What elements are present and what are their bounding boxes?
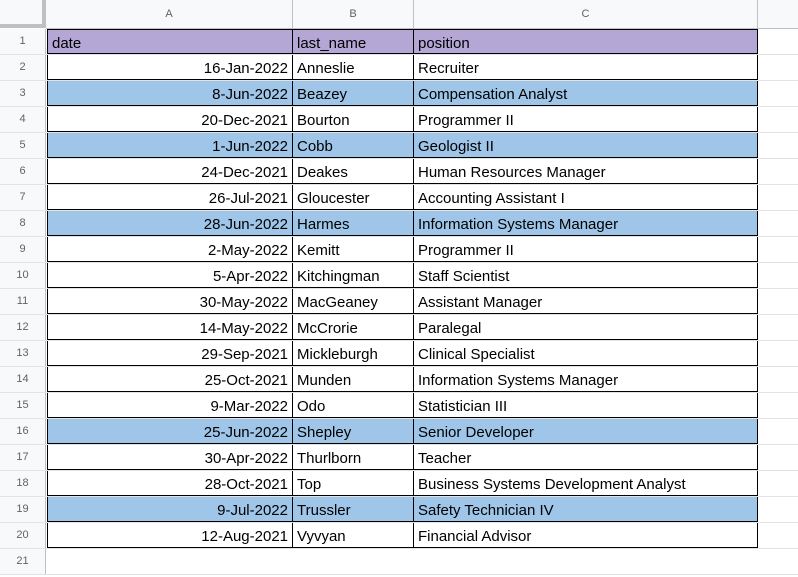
row-number[interactable]: 19 [0,497,46,522]
cell-position[interactable]: Recruiter [414,55,758,80]
cell-last-name[interactable]: Kitchingman [293,263,414,288]
cell-position[interactable]: Compensation Analyst [414,81,758,106]
cell-date[interactable]: 1-Jun-2022 [47,133,293,158]
cell-last-name[interactable]: Anneslie [293,55,414,80]
cell-date[interactable]: 5-Apr-2022 [47,263,293,288]
column-header-d[interactable] [758,0,798,29]
cell-position[interactable]: Programmer II [414,107,758,132]
cell-date[interactable]: 2-May-2022 [47,237,293,262]
column-header-c[interactable]: C [414,0,758,29]
row-number[interactable]: 15 [0,393,46,418]
cell-position[interactable]: Business Systems Development Analyst [414,471,758,496]
row-number[interactable]: 1 [0,29,46,54]
table-row [0,55,798,81]
table-row [0,367,798,393]
row-number[interactable]: 2 [0,55,46,80]
cell-last-name[interactable]: McCrorie [293,315,414,340]
cell-position[interactable]: Geologist II [414,133,758,158]
cell-date[interactable]: 30-Apr-2022 [47,445,293,470]
cell-last-name[interactable]: Mickleburgh [293,341,414,366]
table-row [0,419,798,445]
cell-last-name[interactable]: Kemitt [293,237,414,262]
table-row [0,237,798,263]
cell-date[interactable]: 28-Jun-2022 [47,211,293,236]
cell-date[interactable]: 25-Jun-2022 [47,419,293,444]
cell-last-name[interactable]: Munden [293,367,414,392]
cell-position[interactable]: Senior Developer [414,419,758,444]
row-number[interactable]: 20 [0,523,46,548]
table-row [0,159,798,185]
cell-last-name[interactable]: Bourton [293,107,414,132]
header-cell-position[interactable]: position [414,29,758,54]
cell-position[interactable]: Human Resources Manager [414,159,758,184]
cell-date[interactable]: 12-Aug-2021 [47,523,293,548]
cell-last-name[interactable]: Thurlborn [293,445,414,470]
row-number[interactable]: 12 [0,315,46,340]
row-number[interactable]: 8 [0,211,46,236]
cell-position[interactable]: Clinical Specialist [414,341,758,366]
cell-last-name[interactable]: Odo [293,393,414,418]
table-row [0,523,798,549]
table-row [0,185,798,211]
row-number[interactable]: 10 [0,263,46,288]
table-row [0,315,798,341]
cell-date[interactable]: 30-May-2022 [47,289,293,314]
column-header-b[interactable]: B [293,0,414,29]
row-number[interactable]: 6 [0,159,46,184]
cell-position[interactable]: Safety Technician IV [414,497,758,522]
table-row [0,211,798,237]
row-number[interactable]: 16 [0,419,46,444]
table-row [0,107,798,133]
cell-position[interactable]: Accounting Assistant I [414,185,758,210]
row-number[interactable]: 3 [0,81,46,106]
cell-last-name[interactable]: Deakes [293,159,414,184]
cell-position[interactable]: Teacher [414,445,758,470]
cell-date[interactable]: 28-Oct-2021 [47,471,293,496]
cell-position[interactable]: Information Systems Manager [414,367,758,392]
table-header-row [0,29,798,55]
cell-position[interactable]: Programmer II [414,237,758,262]
column-header-a[interactable]: A [46,0,293,29]
cell-last-name[interactable]: MacGeaney [293,289,414,314]
cell-position[interactable]: Information Systems Manager [414,211,758,236]
select-all-corner[interactable] [0,0,46,28]
cell-date[interactable]: 9-Jul-2022 [47,497,293,522]
table-row [0,445,798,471]
cell-last-name[interactable]: Shepley [293,419,414,444]
table-row [0,289,798,315]
cell-last-name[interactable]: Gloucester [293,185,414,210]
row-number[interactable]: 4 [0,107,46,132]
cell-date[interactable]: 29-Sep-2021 [47,341,293,366]
cell-date[interactable]: 24-Dec-2021 [47,159,293,184]
cell-last-name[interactable]: Harmes [293,211,414,236]
cell-date[interactable]: 26-Jul-2021 [47,185,293,210]
header-cell-last-name[interactable]: last_name [293,29,414,54]
cell-date[interactable]: 25-Oct-2021 [47,367,293,392]
cell-last-name[interactable]: Beazey [293,81,414,106]
table-row [0,81,798,107]
cell-date[interactable]: 20-Dec-2021 [47,107,293,132]
cell-date[interactable]: 14-May-2022 [47,315,293,340]
header-cell-date[interactable]: date [47,29,293,54]
row-number[interactable]: 9 [0,237,46,262]
cell-date[interactable]: 9-Mar-2022 [47,393,293,418]
cell-position[interactable]: Financial Advisor [414,523,758,548]
cell-last-name[interactable]: Top [293,471,414,496]
cell-date[interactable]: 16-Jan-2022 [47,55,293,80]
row-number[interactable]: 18 [0,471,46,496]
row-number[interactable]: 21 [0,549,46,574]
cell-position[interactable]: Staff Scientist [414,263,758,288]
cell-last-name[interactable]: Vyvyan [293,523,414,548]
row-number[interactable]: 7 [0,185,46,210]
cell-position[interactable]: Statistician III [414,393,758,418]
table-row [0,263,798,289]
table-row [0,393,798,419]
row-number[interactable]: 11 [0,289,46,314]
cell-last-name[interactable]: Trussler [293,497,414,522]
table-row [0,341,798,367]
cell-position[interactable]: Assistant Manager [414,289,758,314]
cell-position[interactable]: Paralegal [414,315,758,340]
table-row [0,497,798,523]
row-number[interactable]: 17 [0,445,46,470]
row-number[interactable]: 13 [0,341,46,366]
cell-last-name[interactable]: Cobb [293,133,414,158]
table-row [0,133,798,159]
cell-date[interactable]: 8-Jun-2022 [47,81,293,106]
row-number[interactable]: 14 [0,367,46,392]
row-number[interactable]: 5 [0,133,46,158]
table-row [0,471,798,497]
empty-row [0,549,798,575]
